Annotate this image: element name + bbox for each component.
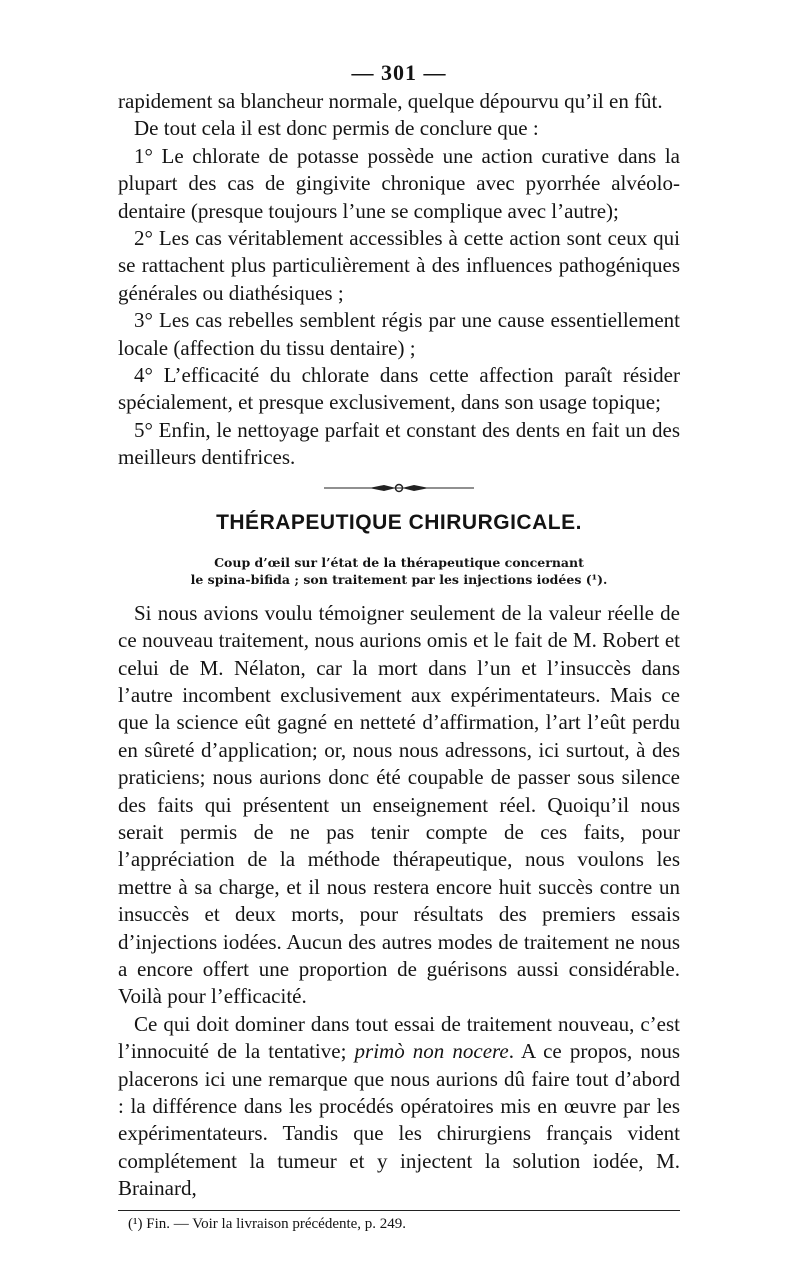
footnote: (¹) Fin. — Voir la livraison précédente, p. 249. xyxy=(128,1215,407,1232)
subtitle-line: le spina-bifida ; son traitement par les injections iodées (¹). xyxy=(190,571,608,587)
paragraph: Si nous avions voulu témoigner seulement de la valeur réelle de ce nouveau traitement, nous aurions omis et le fait de M. Robert et celui de M. Nélaton, car la mort dans l’un et l’insuccès dans l’autre incombent exclusivement aux expérimentateurs. Mais ce que la science eût gagné en netteté d’affirmation, l’art l’eût perdu en sûreté d’application; or, nous nous adressons, ici surtout, à des praticiens; nous aurions donc été coupable de passer sous silence des faits qui présentent un enseignement réel. Quoiqu’il nous serait permis de ne pas tenir compte de ces faits, pour l’appréciation de la méthode thérapeutique, nous voulons les mettre à sa charge, et il nous restera encore huit succès contre un insuccès et deux morts, pour résultats des premiers essais d’injections iodées. Aucun des autres modes de traitement ne nous a encore offert une proportion de guérisons aussi considérable. Voilà pour l’efficacité. xyxy=(118,600,680,1009)
paragraph xyxy=(118,1011,680,1203)
paragraph: rapidement sa blancheur normale, quelque dépourvu qu’il en fût. xyxy=(118,89,663,113)
italic-phrase: primò non nocere xyxy=(354,1039,509,1064)
ornament-divider xyxy=(324,482,474,494)
page-number: — 301 — xyxy=(351,60,447,85)
list-item: 1° Le chlorate de potasse possède une action curative dans la plupart des cas de gingivite chronique avec pyorrhée alvéolo-dentaire (presque toujours l’une se complique avec l’autre); xyxy=(118,143,680,223)
list-item: 2° Les cas véritablement accessibles à cette action sont ceux qui se rattachent plus particulièrement à des influences pathogéniques générales ou diathésiques ; xyxy=(118,226,680,305)
footnote-rule xyxy=(118,1210,680,1211)
paragraph: De tout cela il est donc permis de conclure que : xyxy=(134,116,539,141)
conclusion-block xyxy=(118,88,680,472)
subtitle-line: Coup d’œil sur l’état de la thérapeutique concernant xyxy=(214,554,584,570)
paragraph-text: . A ce propos, nous placerons ici une remarque que nous aurions dû faire tout d’abord : la différence dans les procédés opératoires mis en œuvre par les expérimentateurs. Tandis que les chirurgiens français vident complétement la tumeur et y injectent la solution iodée, M. Brainard, xyxy=(118,1039,681,1201)
section-title: THÉRAPEUTIQUE CHIRURGICALE. xyxy=(216,510,582,534)
section-subtitle xyxy=(118,554,680,588)
page xyxy=(118,58,680,1235)
list-item: 3° Les cas rebelles semblent régis par une cause essentiellement locale (affection du tissu dentaire) ; xyxy=(118,308,680,360)
paragraph-text: Ce qui doit dominer dans tout essai de traitement nouveau, c’est l’innocuité de la tentative; xyxy=(118,1011,680,1064)
list-item: 4° L’efficacité du chlorate dans cette affection paraît résider spécialement, et presque exclusivement, dans son usage topique; xyxy=(118,363,680,415)
list-item: 5° Enfin, le nettoyage parfait et constant des dents en fait un des meilleurs dentifrices. xyxy=(118,417,680,470)
